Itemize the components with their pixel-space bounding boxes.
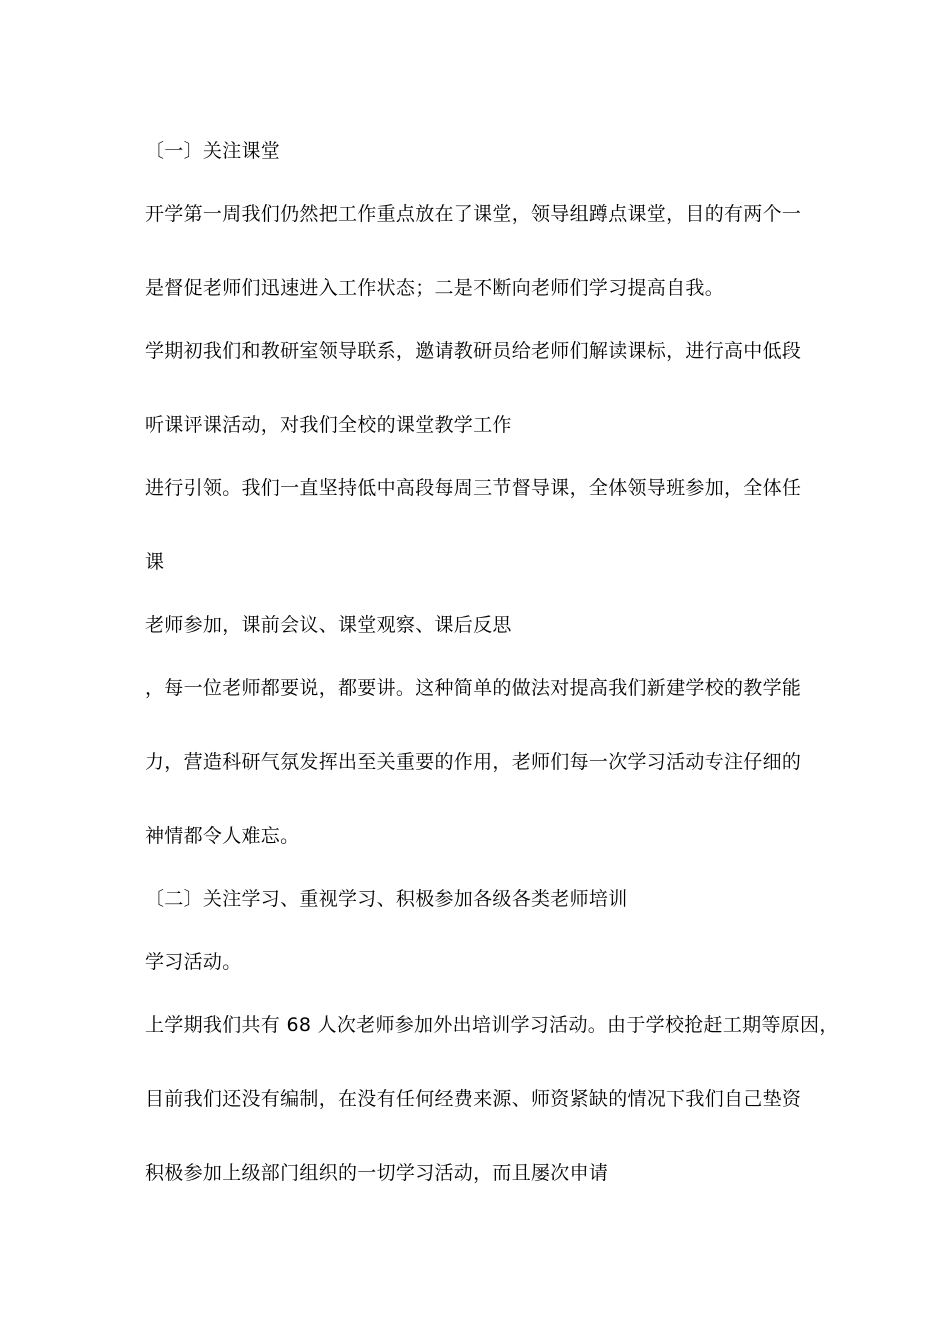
paragraph-line: 听课评课活动，对我们全校的课堂教学工作 bbox=[145, 414, 512, 436]
paragraph-line: 力，营造科研气氛发挥出至关重要的作用，老师们每一次学习活动专注仔细的 bbox=[145, 751, 802, 773]
paragraph-line: 进行引领。我们一直坚持低中高段每周三节督导课，全体领导班参加，全体任 bbox=[145, 477, 802, 499]
paragraph-line: 上学期我们共有 68 人次老师参加外出培训学习活动。由于学校抢赶工期等原因， bbox=[145, 1014, 839, 1036]
section-heading-2: 〔二〕关注学习、重视学习、积极参加各级各类老师培训 bbox=[145, 888, 628, 910]
paragraph-line: 是督促老师们迅速进入工作状态；二是不断向老师们学习提高自我。 bbox=[145, 277, 725, 299]
paragraph-line: 神情都令人难忘。 bbox=[145, 825, 300, 847]
paragraph-line: ，每一位老师都要说，都要讲。这种简单的做法对提高我们新建学校的教学能 bbox=[145, 677, 802, 699]
paragraph-line: 积极参加上级部门组织的一切学习活动，而且屡次申请 bbox=[145, 1162, 609, 1184]
section-heading-1: 〔一〕关注课堂 bbox=[145, 140, 281, 162]
paragraph-line: 学习活动。 bbox=[145, 951, 242, 973]
paragraph-line: 学期初我们和教研室领导联系，邀请教研员给老师们解读课标，进行高中低段 bbox=[145, 340, 802, 362]
paragraph-line: 课 bbox=[145, 551, 165, 573]
paragraph-line: 老师参加，课前会议、课堂观察、课后反思 bbox=[145, 614, 512, 636]
paragraph-line: 开学第一周我们仍然把工作重点放在了课堂，领导组蹲点课堂，目的有两个一 bbox=[145, 203, 802, 225]
paragraph-line: 目前我们还没有编制，在没有任何经费来源、师资紧缺的情况下我们自己垫资 bbox=[145, 1088, 802, 1110]
